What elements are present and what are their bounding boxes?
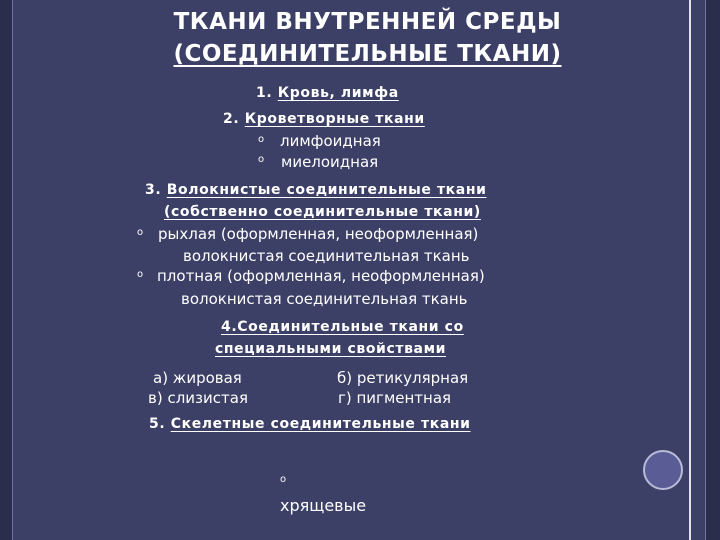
left-frame	[0, 0, 13, 540]
item-4-label: 4.Соединительные ткани со	[221, 319, 464, 335]
item-5	[149, 416, 471, 432]
item-3-number: 3.	[145, 182, 167, 198]
right-frame-line	[689, 0, 691, 540]
item-3-label-2: (собственно соединительные ткани)	[164, 204, 481, 220]
item-4-b: б) ретикулярная	[337, 369, 469, 387]
decorative-circle	[643, 450, 683, 490]
item-1-label: Кровь, лимфа	[277, 85, 399, 101]
item-2-label: Кроветворные ткани	[244, 111, 425, 127]
item-2-sub-1: лимфоидная	[280, 132, 381, 150]
bullet-icon: o	[258, 154, 265, 165]
item-3-sub-2-line-2: волокнистая соединительная ткань	[181, 290, 468, 308]
item-3-sub-1-line-2: волокнистая соединительная ткань	[183, 247, 470, 265]
item-4-label-2: специальными свойствами	[215, 341, 447, 357]
bullet-icon: o	[280, 474, 287, 485]
item-4-c: в) слизистая	[148, 389, 248, 407]
item-3-label: Волокнистые соединительные ткани	[166, 182, 487, 198]
item-3-sub-1-line-1: рыхлая (оформленная, неоформленная)	[158, 225, 479, 243]
bullet-icon: o	[258, 134, 265, 145]
bullet-icon: o	[137, 227, 144, 238]
title-line-1: ТКАНИ ВНУТРЕННЕЙ СРЕДЫ	[173, 9, 562, 35]
item-5-sub-1: хрящевые	[280, 496, 367, 515]
item-2-sub-2: миелоидная	[281, 153, 379, 171]
right-frame	[705, 0, 720, 540]
item-1	[256, 85, 399, 101]
item-3	[145, 182, 487, 198]
item-2-number: 2.	[223, 111, 245, 127]
item-5-number: 5.	[149, 416, 171, 432]
slide-title	[0, 6, 720, 70]
item-2	[223, 111, 425, 127]
title-line-2: (СОЕДИНИТЕЛЬНЫЕ ТКАНИ)	[173, 41, 562, 67]
item-5-label: Скелетные соединительные ткани	[170, 416, 471, 432]
bullet-icon: o	[137, 269, 144, 280]
item-4-a: а) жировая	[153, 369, 242, 387]
item-1-number: 1.	[256, 85, 278, 101]
item-4-d: г) пигментная	[338, 389, 452, 407]
item-3-sub-2-line-1: плотная (оформленная, неоформленная)	[157, 267, 485, 285]
